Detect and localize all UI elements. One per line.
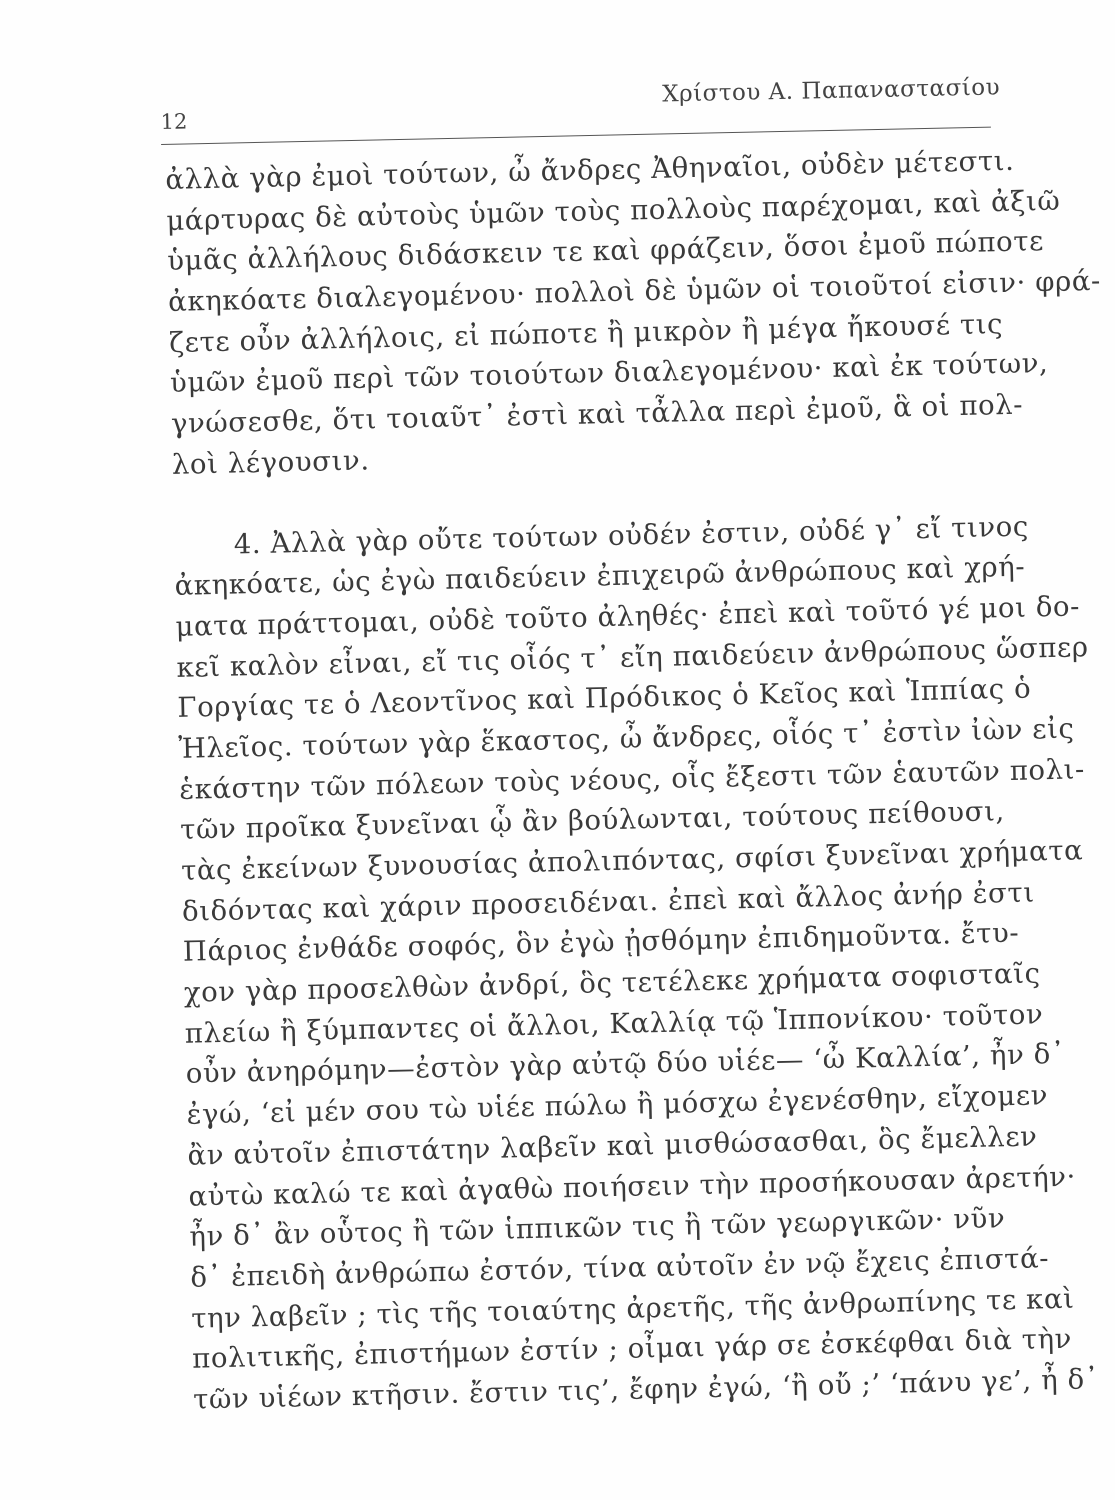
text-line: αὐτὼ καλώ τε καὶ ἀγαθὼ ποιήσειν τὴν προσήκουσαν ἀρετήν· (188, 1160, 1077, 1213)
text-line: ἦν δ᾽ ἂν οὗτος ἢ τῶν ἱππικῶν τις ἢ τῶν γεωργικῶν· νῦν (189, 1202, 1006, 1253)
text-line: διδόντας καὶ χάριν προσειδέναι. ἐπεὶ καὶ ἄλλος ἀνήρ ἐστι (181, 876, 1035, 928)
text-line: τὰς ἐκείνων ξυνουσίας ἀπολιπόντας, σφίσι ξυνεῖναι χρήματα (180, 834, 1084, 887)
text-line: τῶν προῖκα ξυνεῖναι ᾧ ἂν βούλωνται, τούτους πείθουσι, (179, 795, 1006, 847)
text-line: χον γὰρ προσελθὼν ἀνδρί, ὃς τετέλεκε χρήματα σοφισταῖς (183, 957, 1041, 1009)
text-line: ἀκηκόατε, ὡς ἐγὼ παιδεύειν ἐπιχειρῶ ἀνθρώπους καὶ χρή- (174, 550, 1026, 603)
text-line: τῶν υἱέων κτῆσιν. ἔστιν τις’, ἔφην ἐγώ, ‘ἢ οὔ ;’ ‘πάνυ γε’, ἦ δ᾽ (192, 1363, 1100, 1416)
text-line: Ἠλεῖος. τούτων γὰρ ἕκαστος, ὦ ἄνδρες, οἷός τ᾽ ἐστὶν ἰὼν εἰς (177, 712, 1075, 765)
text-line: την λαβεῖν ; τὶς τῆς τοιαύτης ἀρετῆς, τῆς ἀνθρωπίνης τε καὶ (190, 1282, 1075, 1335)
body-text (165, 140, 1102, 1420)
text-line: Γοργίας τε ὁ Λεοντῖνος καὶ Πρόδικος ὁ Κεῖος καὶ Ἱππίας ὁ (177, 672, 1032, 725)
text-line: ματα πράττομαι, οὐδὲ τοῦτο ἀληθές· ἐπεὶ καὶ τοῦτό γέ μοι δο- (175, 590, 1081, 643)
text-line: ἐγώ, ‘εἰ μέν σου τὼ υἱέε πώλω ἢ μόσχω ἐγενέσθην, εἴχομεν (186, 1079, 1049, 1131)
text-line: γνώσεσθε, ὅτι τοιαῦτ᾽ ἐστὶ καὶ τἆλλα περὶ ἐμοῦ, ἃ οἱ πολ- (170, 388, 1024, 441)
text-line: ἀκηκόατε διαλεγομένου· πολλοὶ δὲ ὑμῶν οἱ τοιοῦτοί εἰσιν· φρά- (167, 264, 1102, 319)
text-line: Πάριος ἐνθάδε σοφός, ὃν ἐγὼ ᾐσθόμην ἐπιδημοῦντα. ἔτυ- (182, 917, 1020, 969)
text-line: πολιτικῆς, ἐπιστήμων ἐστίν ; οἶμαι γάρ σε ἐσκέφθαι διὰ τὴν (191, 1322, 1073, 1375)
paragraph (173, 506, 1100, 1421)
text-line: 4. Ἀλλὰ γὰρ οὔτε τούτων οὐδέν ἐστιν, οὐδέ γ᾽ εἴ τινος (233, 510, 1030, 561)
page-number: 12 (160, 109, 188, 134)
paragraph (165, 140, 1102, 485)
text-line: ἀλλὰ γὰρ ἐμοὶ τούτων, ὦ ἄνδρες Ἀθηναῖοι, οὐδὲν μέτεστι. (165, 144, 1015, 196)
text-line: ὑμᾶς ἀλλήλους διδάσκειν τε καὶ φράζειν, ὅσοι ἐμοῦ πώποτε (166, 225, 1045, 278)
page-header (160, 74, 1001, 152)
text-line: μάρτυρας δὲ αὐτοὺς ὑμῶν τοὺς πολλοὺς παρέχομαι, καὶ ἀξιῶ (166, 184, 1061, 237)
text-line: ἂν αὐτοῖν ἐπιστάτην λαβεῖν καὶ μισθώσασθαι, ὃς ἔμελλεν (187, 1120, 1038, 1172)
text-line: πλείω ἢ ξύμπαντες οἱ ἄλλοι, Καλλίᾳ τῷ Ἱππονίκου· τοῦτον (184, 998, 1044, 1050)
text-line: ὑμῶν ἐμοῦ περὶ τῶν τοιούτων διαλεγομένου· καὶ ἐκ τούτων, (169, 347, 1049, 400)
text-line: κεῖ καλὸν εἶναι, εἴ τις οἷός τ᾽ εἴη παιδεύειν ἀνθρώπους ὥσπερ (176, 630, 1089, 684)
text-line: λοὶ λέγουσιν. (171, 444, 370, 481)
text-line: ἑκάστην τῶν πόλεων τοὺς νέους, οἷς ἔξεστι τῶν ἑαυτῶν πολι- (178, 752, 1086, 806)
running-head: Χρίστου Α. Παπαναστασίου (661, 74, 1001, 108)
header-rule (161, 127, 991, 145)
text-line: οὖν ἀνηρόμην—ἐστὸν γὰρ αὐτῷ δύο υἱέε— ‘ὦ Καλλία’, ἦν δ᾽ (185, 1038, 1066, 1091)
text-line: ζετε οὖν ἀλλήλοις, εἰ πώποτε ἢ μικρὸν ἢ μέγα ἤκουσέ τις (168, 307, 1004, 359)
text-line: δ᾽ ἐπειδὴ ἀνθρώπω ἐστόν, τίνα αὐτοῖν ἐν νῷ ἔχεις ἐπιστά- (189, 1242, 1050, 1294)
